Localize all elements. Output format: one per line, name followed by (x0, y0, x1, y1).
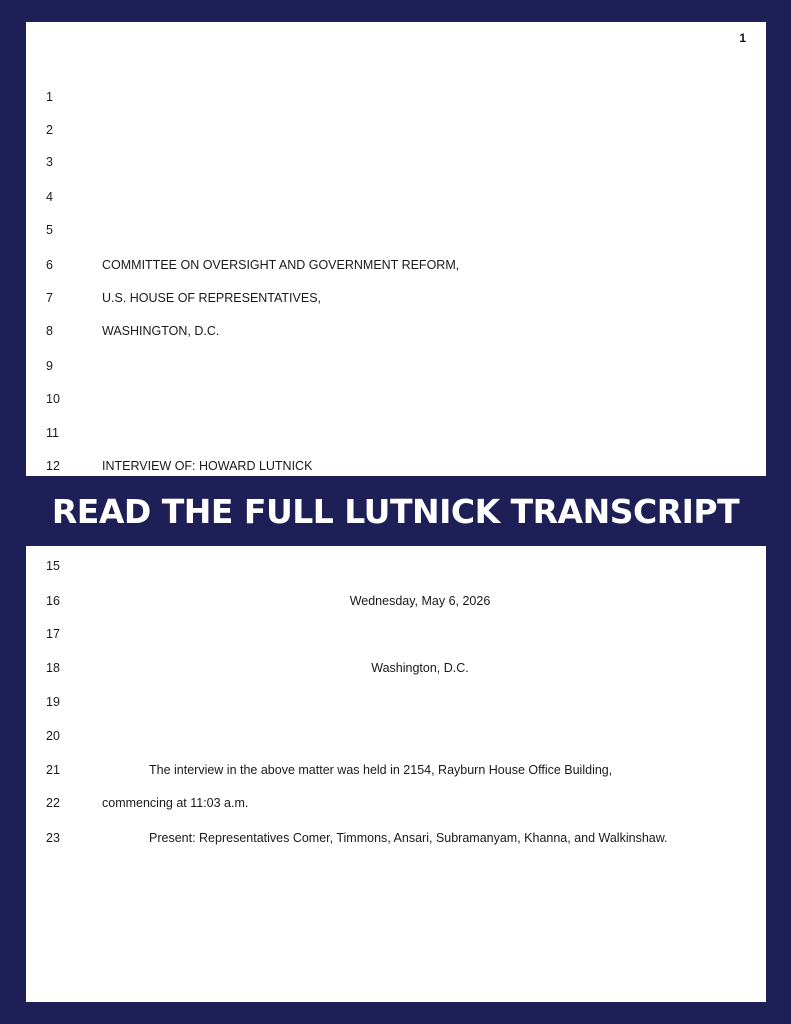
interview-subject: INTERVIEW OF: HOWARD LUTNICK (102, 459, 313, 473)
line-number: 22 (46, 796, 60, 810)
line-number: 19 (46, 695, 60, 709)
line-number: 4 (46, 190, 53, 204)
transcript-line (26, 356, 766, 376)
page-number: 1 (739, 31, 746, 45)
interview-start-time: commencing at 11:03 a.m. (102, 796, 249, 810)
transcript-line (26, 692, 766, 712)
transcript-line (26, 591, 766, 611)
transcript-line (26, 726, 766, 746)
transcript-line (26, 828, 766, 848)
transcript-banner[interactable] (0, 476, 791, 546)
present-members: Present: Representatives Comer, Timmons, Ansari, Subramanyam, Khanna, and Walkinshaw. (149, 831, 668, 845)
interview-location: Washington, D.C. (371, 661, 469, 675)
line-number: 3 (46, 155, 53, 169)
interview-venue-text: The interview in the above matter was held in 2154, Rayburn House Office Building, (149, 763, 613, 777)
line-number: 12 (46, 459, 60, 473)
line-number: 8 (46, 324, 53, 338)
line-number: 1 (46, 90, 53, 104)
transcript-line (26, 120, 766, 140)
transcript-line (26, 187, 766, 207)
line-number: 23 (46, 831, 60, 845)
transcript-line (26, 793, 766, 813)
transcript-line (26, 456, 766, 476)
line-number: 15 (46, 559, 60, 573)
banner-title: READ THE FULL LUTNICK TRANSCRIPT (51, 491, 740, 531)
line-number: 5 (46, 223, 53, 237)
line-number: 7 (46, 291, 53, 305)
line-number: 10 (46, 392, 60, 406)
transcript-line (26, 321, 766, 341)
line-number: 16 (46, 594, 60, 608)
transcript-line (26, 255, 766, 275)
transcript-page-top (26, 22, 766, 476)
line-number: 9 (46, 359, 53, 373)
location-heading: WASHINGTON, D.C. (102, 324, 220, 338)
transcript-line (26, 152, 766, 172)
line-number: 6 (46, 258, 53, 272)
line-number: 20 (46, 729, 60, 743)
transcript-line (26, 624, 766, 644)
transcript-page-bottom (26, 546, 766, 1002)
transcript-line (26, 288, 766, 308)
transcript-line (26, 220, 766, 240)
transcript-line (26, 87, 766, 107)
transcript-line (26, 556, 766, 576)
transcript-line (26, 423, 766, 443)
line-number: 11 (46, 426, 59, 440)
house-name: U.S. HOUSE OF REPRESENTATIVES, (102, 291, 322, 305)
transcript-line (26, 658, 766, 678)
interview-date: Wednesday, May 6, 2026 (349, 594, 491, 608)
transcript-line (26, 389, 766, 409)
committee-name: COMMITTEE ON OVERSIGHT AND GOVERNMENT REFORM, (102, 258, 460, 272)
line-number: 21 (46, 763, 60, 777)
line-number: 18 (46, 661, 60, 675)
line-number: 2 (46, 123, 53, 137)
transcript-line (26, 760, 766, 780)
line-number: 17 (46, 627, 60, 641)
